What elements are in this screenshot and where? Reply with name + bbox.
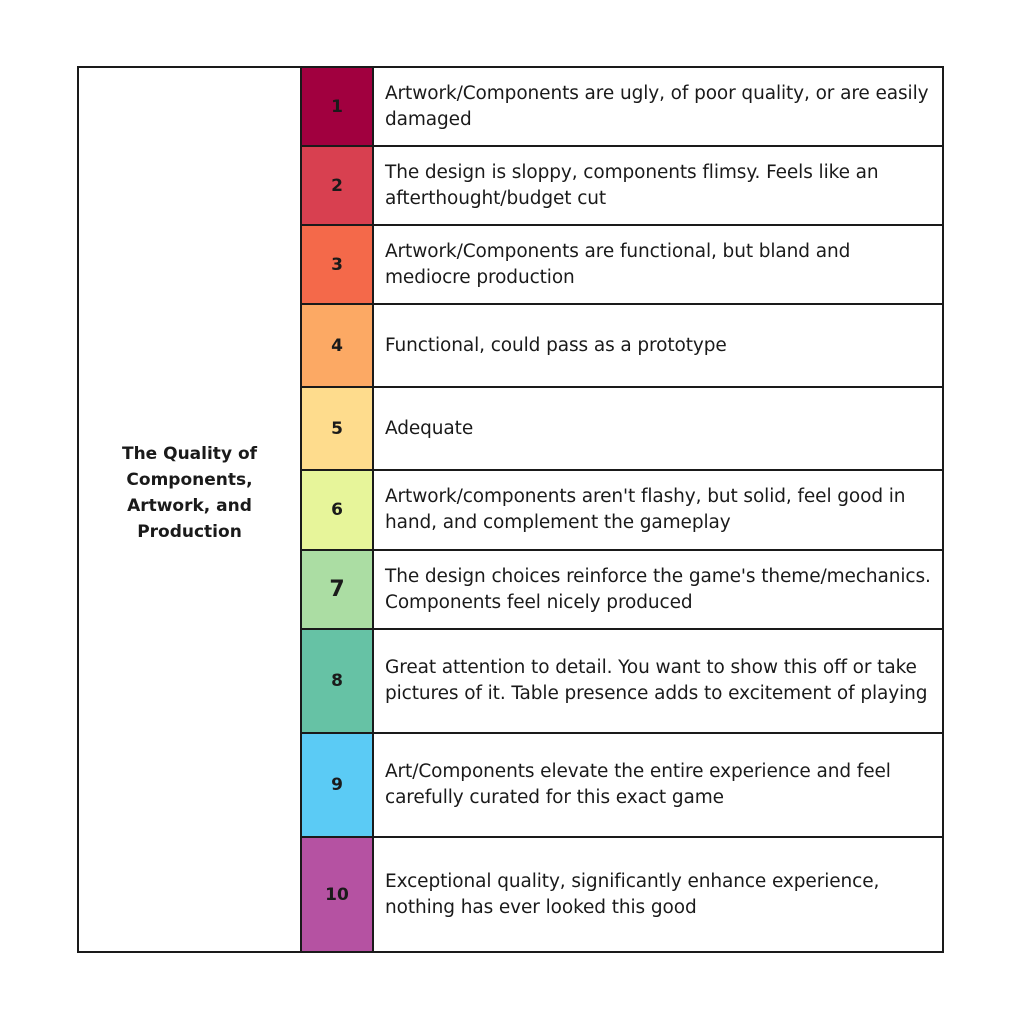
rating-rubric-table	[77, 66, 944, 953]
score-cell: 6	[302, 471, 374, 549]
description-cell: Artwork/Components are ugly, of poor quality, or are easily damaged	[385, 82, 929, 130]
score-cell: 1	[302, 68, 374, 145]
score-cell: 9	[302, 734, 374, 836]
rating-row-4	[302, 305, 942, 388]
rating-row-2	[302, 147, 942, 226]
description-cell: Artwork/components aren't flashy, but solid, feel good in hand, and complement the gameplay	[385, 486, 906, 533]
description-cell: The design choices reinforce the game's theme/mechanics. Components feel nicely produced	[385, 565, 931, 613]
description-cell: Great attention to detail. You want to show this off or take pictures of it. Table presence adds to excitement of playing	[385, 657, 928, 704]
rating-row-6	[302, 471, 942, 551]
score-cell: 3	[302, 226, 374, 303]
description-cell: Artwork/Components are functional, but bland and mediocre production	[385, 240, 851, 288]
rating-row-7	[302, 551, 942, 630]
description-cell: Exceptional quality, significantly enhance experience, nothing has ever looked this good	[385, 870, 880, 918]
score-cell: 8	[302, 630, 374, 732]
category-title: The Quality of Components, Artwork, and Production	[121, 443, 258, 542]
rating-row-10	[302, 838, 942, 951]
score-cell: 2	[302, 147, 374, 224]
category-cell	[79, 68, 302, 951]
description-cell: Functional, could pass as a prototype	[385, 334, 727, 356]
rating-row-5	[302, 388, 942, 471]
description-cell: Art/Components elevate the entire experience and feel carefully curated for this exact game	[385, 761, 891, 808]
rating-row-9	[302, 734, 942, 838]
rating-row-1	[302, 68, 942, 147]
score-cell: 7	[302, 551, 374, 628]
score-cell: 5	[302, 388, 374, 469]
rating-row-3	[302, 226, 942, 305]
rating-levels	[302, 68, 942, 951]
score-cell: 4	[302, 305, 374, 386]
rating-row-8	[302, 630, 942, 734]
score-cell: 10	[302, 838, 374, 951]
description-cell: Adequate	[385, 417, 474, 439]
description-cell: The design is sloppy, components flimsy. Feels like an afterthought/budget cut	[385, 161, 879, 209]
